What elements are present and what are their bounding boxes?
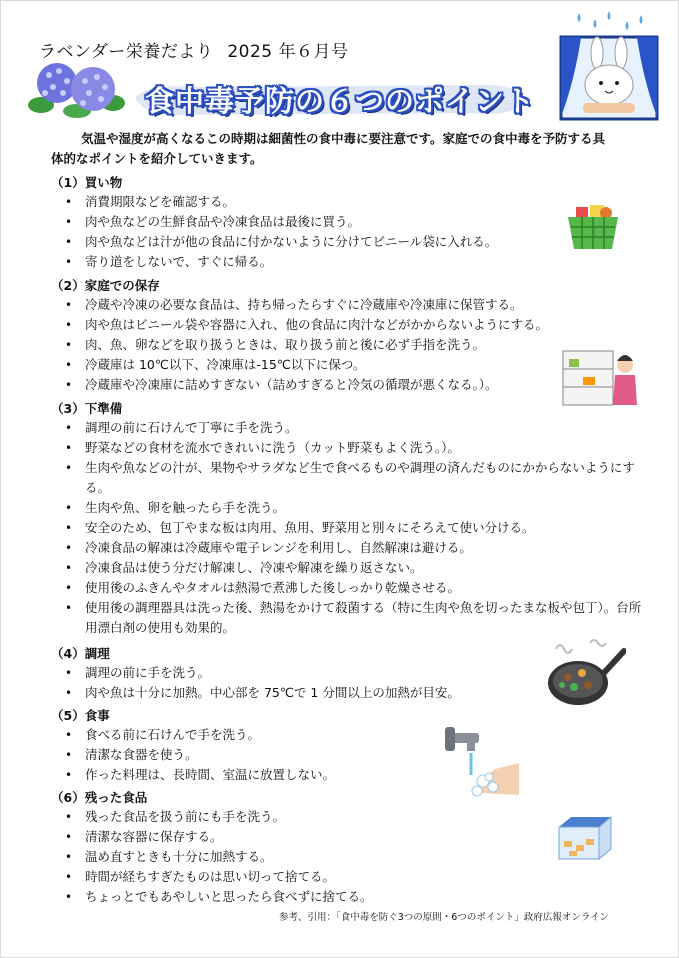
rabbit-window-illustration bbox=[557, 9, 661, 121]
list-item: • 時間が経ちすぎたものは思い切って捨てる。 bbox=[63, 867, 583, 887]
list-item: • 清潔な食器を使う。 bbox=[63, 745, 583, 765]
list-item: • 生肉や魚、卵を触ったら手を洗う。 bbox=[63, 498, 583, 518]
food-container-illustration bbox=[555, 813, 613, 863]
section-list-preparation bbox=[63, 418, 642, 638]
section-list-leftovers bbox=[63, 807, 583, 907]
list-item: • 使用後の調理器具は洗った後、熱湯をかけて殺菌する（特に生肉や魚を切ったまな板や包丁）。台所用漂白剤の使用も効果的。 bbox=[63, 598, 645, 638]
list-item: • 冷蔵庫や冷凍庫に詰めすぎない（詰めすぎると冷気の循環が悪くなる。）。 bbox=[63, 375, 583, 395]
issue-date: 2025 年６月号 bbox=[227, 42, 349, 62]
section-heading-preparation: （3）下準備 bbox=[51, 401, 123, 416]
list-item: • 食べる前に石けんで手を洗う。 bbox=[63, 725, 583, 745]
section-list-shopping bbox=[63, 192, 583, 272]
shopping-basket-illustration bbox=[566, 201, 620, 251]
section-list-cooking bbox=[63, 663, 583, 703]
list-item: • 肉や魚は十分に加熱。中心部を 75℃で 1 分間以上の加熱が目安。 bbox=[63, 683, 583, 703]
section-heading-shopping: （1）買い物 bbox=[51, 175, 123, 190]
list-item: • 安全のため、包丁やまな板は肉用、魚用、野菜用と別々にそろえて使い分ける。 bbox=[63, 518, 583, 538]
list-item: • 調理の前に手を洗う。 bbox=[63, 663, 583, 683]
intro-line-2: 体的なポイントを紹介していきます。 bbox=[51, 151, 263, 166]
section-heading-leftovers: （6）残った食品 bbox=[51, 790, 148, 805]
list-item: • 肉や魚はビニール袋や容器に入れ、他の食品に肉汁などがかからないようにする。 bbox=[63, 315, 583, 335]
list-item: • 作った料理は、長時間、室温に放置しない。 bbox=[63, 765, 583, 785]
section-list-storage bbox=[63, 295, 583, 395]
list-item: • 調理の前に石けんで丁寧に手を洗う。 bbox=[63, 418, 583, 438]
section-heading-storage: （2）家庭での保存 bbox=[51, 278, 160, 293]
reference-note: 参考、引用：「食中毒を防ぐ3つの原則・6つのポイント」政府広報オンライン bbox=[279, 912, 610, 923]
frying-pan-illustration bbox=[546, 637, 626, 709]
intro-line-1: 気温や湿度が高くなるこの時期は細菌性の食中毒に要注意です。家庭での食中毒を予防する具 bbox=[81, 131, 606, 146]
list-item: • 清潔な容器に保存する。 bbox=[63, 827, 583, 847]
list-item: • 消費期限などを確認する。 bbox=[63, 192, 583, 212]
list-item: • 残った食品を扱う前にも手を洗う。 bbox=[63, 807, 583, 827]
list-item: • 冷蔵や冷凍の必要な食品は、持ち帰ったらすぐに冷蔵庫や冷凍庫に保管する。 bbox=[63, 295, 583, 315]
list-item: • 肉や魚などの生鮮食品や冷凍食品は最後に買う。 bbox=[63, 212, 583, 232]
list-item: • ちょっとでもあやしいと思ったら食べずに捨てる。 bbox=[63, 887, 583, 907]
list-item: • 生肉や魚などの汁が、果物やサラダなど生で食べるものや調理の済んだものにかからないようにする。 bbox=[63, 458, 645, 498]
list-item: • 冷凍食品は使う分だけ解凍し、冷凍や解凍を繰り返さない。 bbox=[63, 558, 583, 578]
refrigerator-illustration bbox=[561, 347, 641, 407]
list-item: • 冷凍食品の解凍は冷蔵庫や電子レンジを利用し、自然解凍は避ける。 bbox=[63, 538, 583, 558]
list-item: • 温め直すときも十分に加熱する。 bbox=[63, 847, 583, 867]
list-item: • 寄り道をしないで、すぐに帰る。 bbox=[63, 252, 583, 272]
newsletter-name: ラベンダー栄養だより bbox=[39, 42, 214, 62]
page-title: 食中毒予防の６つのポイント bbox=[145, 84, 536, 118]
list-item: • 肉、魚、卵などを取り扱うときは、取り扱う前と後に必ず手指を洗う。 bbox=[63, 335, 583, 355]
handwashing-illustration bbox=[441, 723, 521, 801]
hydrangea-illustration bbox=[27, 59, 127, 121]
list-item: • 野菜などの食材を流水できれいに洗う（カット野菜もよく洗う。）。 bbox=[63, 438, 583, 458]
intro-paragraph bbox=[51, 129, 641, 169]
section-heading-meal: （5）食事 bbox=[51, 708, 110, 723]
section-heading-cooking: （4）調理 bbox=[51, 646, 110, 661]
title-banner bbox=[131, 73, 536, 121]
list-item: • 冷蔵庫は 10℃以下、冷凍庫は-15℃以下に保つ。 bbox=[63, 355, 583, 375]
list-item: • 肉や魚などは汁が他の食品に付かないように分けてビニール袋に入れる。 bbox=[63, 232, 583, 252]
list-item: • 使用後のふきんやタオルは熱湯で煮沸した後しっかり乾燥させる。 bbox=[63, 578, 583, 598]
